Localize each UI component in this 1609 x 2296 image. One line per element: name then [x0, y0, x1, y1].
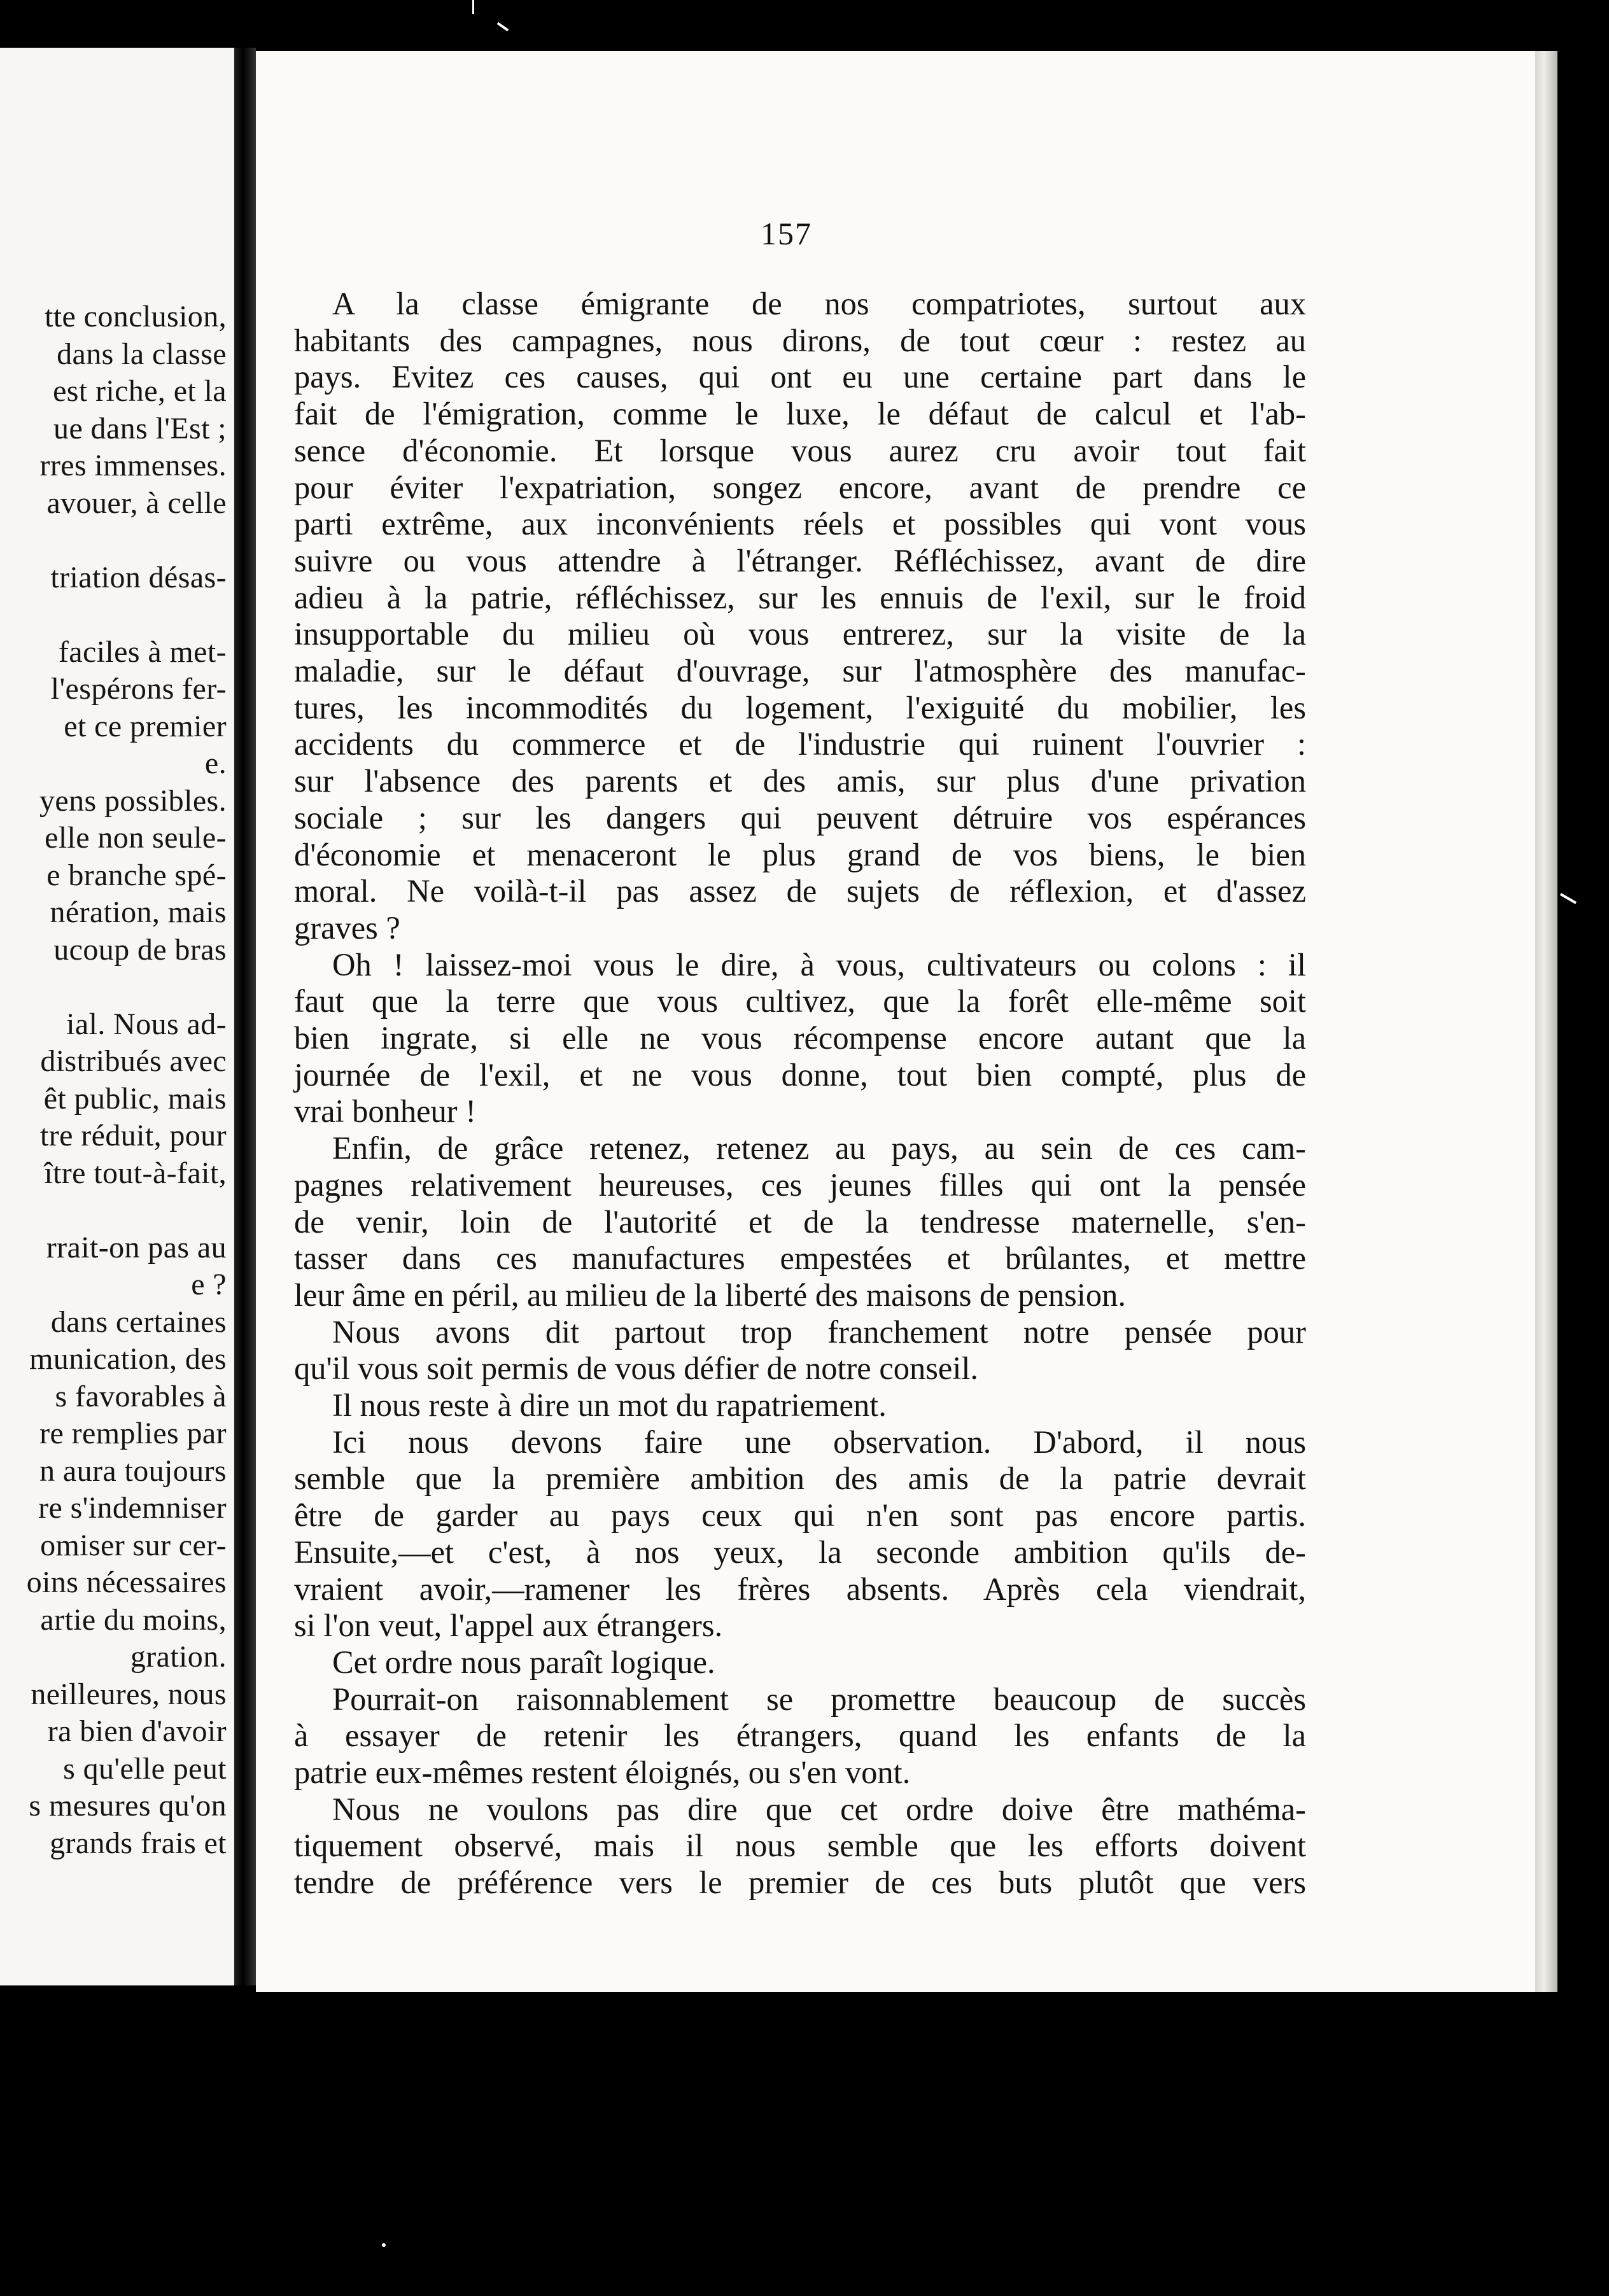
- left-page-line: omiser sur cer-: [40, 1528, 227, 1562]
- text-line: parti extrême, aux inconvénients réels et possibles qui vont vous: [294, 506, 1306, 542]
- text-line: de venir, loin de l'autorité et de la tendresse maternelle, s'en-: [294, 1203, 1306, 1240]
- left-page-line: artie du moins,: [40, 1602, 227, 1637]
- left-page-line: rrait-on pas au: [46, 1230, 227, 1264]
- text-line: sociale ; sur les dangers qui peuvent détruire vos espérances: [294, 799, 1306, 836]
- text-line: à essayer de retenir les étrangers, quand les enfants de la: [294, 1718, 1306, 1754]
- left-page-line: oins nécessaires: [26, 1565, 227, 1599]
- text-line: suivre ou vous attendre à l'étranger. Réfléchissez, avant de dire: [294, 542, 1306, 578]
- text-line: fait de l'émigration, comme le luxe, le défaut de calcul et l'ab-: [294, 396, 1306, 432]
- text-line: A la classe émigrante de nos compatriotes, surtout aux: [332, 286, 1306, 321]
- left-page-line: distribués avec: [40, 1044, 227, 1078]
- text-line: être de garder au pays ceux qui n'en sont pas encore partis.: [294, 1497, 1306, 1534]
- left-page-line: faciles à met-: [58, 634, 227, 669]
- text-line: Il nous reste à dire un mot du rapatriement.: [332, 1387, 887, 1423]
- left-page-line: ial. Nous ad-: [66, 1007, 227, 1041]
- text-line: maladie, sur le défaut d'ouvrage, sur l'atmosphère des manufac-: [294, 653, 1306, 689]
- text-line: journée de l'exil, et ne vous donne, tout bien compté, plus de: [294, 1056, 1306, 1093]
- text-line: vraient avoir,—ramener les frères absents. Après cela viendrait,: [294, 1571, 1306, 1607]
- text-line: pays. Evitez ces causes, qui ont eu une certaine part dans le: [294, 359, 1306, 395]
- text-line: bien ingrate, si elle ne vous récompense encore autant que la: [294, 1020, 1306, 1056]
- left-page-line: dans certaines: [50, 1305, 227, 1339]
- text-line: Pourrait-on raisonnablement se promettre beaucoup de succès: [332, 1681, 1306, 1717]
- left-page-line: ue dans l'Est ;: [53, 411, 227, 445]
- left-page-line: êt public, mais: [43, 1081, 227, 1116]
- text-line: sur l'absence des parents et des amis, sur plus d'une privation: [294, 763, 1306, 799]
- text-line: si l'on veut, l'appel aux étrangers.: [294, 1607, 723, 1644]
- text-line: Enfin, de grâce retenez, retenez au pays, au sein de ces cam-: [332, 1130, 1306, 1166]
- text-line: faut que la terre que vous cultivez, que la forêt elle-même soit: [294, 983, 1306, 1019]
- left-page-line: n aura toujours: [39, 1453, 227, 1488]
- text-line: graves ?: [294, 909, 400, 946]
- scan-mark: [382, 2243, 386, 2247]
- left-page-line: triation désas-: [50, 560, 227, 594]
- text-line: pagnes relativement heureuses, ces jeunes filles qui ont la pensée: [294, 1166, 1306, 1203]
- text-line: qu'il vous soit permis de vous défier de notre conseil.: [294, 1350, 978, 1387]
- left-page-line: ître tout-à-fait,: [44, 1156, 227, 1190]
- left-page-line: avouer, à celle: [46, 486, 227, 520]
- text-line: pour éviter l'expatriation, songez encore, avant de prendre ce: [294, 469, 1306, 505]
- left-page-line: l'espérons fer-: [50, 672, 227, 706]
- left-page-line: neilleures, nous: [31, 1677, 227, 1711]
- text-line: insupportable du milieu où vous entrerez, sur la visite de la: [294, 616, 1306, 652]
- left-page-line: tre réduit, pour: [40, 1119, 227, 1152]
- left-page-line: re s'indemniser: [38, 1491, 227, 1525]
- text-line: Nous ne voulons pas dire que cet ordre doive être mathéma-: [332, 1791, 1306, 1827]
- page-number: 157: [761, 216, 812, 251]
- left-page-line: rres immenses.: [39, 449, 227, 482]
- text-line: patrie eux-mêmes restent éloignés, ou s'en vont.: [294, 1754, 911, 1790]
- text-line: d'économie et menaceront le plus grand de vos biens, le bien: [294, 836, 1306, 872]
- text-line: accidents du commerce et de l'industrie qui ruinent l'ouvrier :: [294, 726, 1306, 762]
- left-page-line: tte conclusion,: [45, 300, 227, 333]
- left-page-line: s qu'elle peut: [63, 1751, 227, 1786]
- text-line: tendre de préférence vers le premier de ces buts plutôt que vers: [294, 1865, 1306, 1901]
- left-page-line: ucoup de bras: [53, 932, 227, 967]
- text-line: Ensuite,—et c'est, à nos yeux, la seconde ambition qu'ils de-: [294, 1534, 1306, 1570]
- text-line: Cet ordre nous paraît logique.: [332, 1644, 715, 1680]
- text-line: habitants des campagnes, nous dirons, de tout cœur : restez au: [294, 322, 1306, 358]
- left-page-line: e branche spé-: [46, 858, 227, 892]
- left-page-line: est riche, et la: [53, 374, 227, 408]
- left-page-line: e ?: [191, 1268, 227, 1301]
- text-line: moral. Ne voilà-t-il pas assez de sujets de réflexion, et d'assez: [294, 873, 1306, 909]
- text-line: leur âme en péril, au milieu de la liberté des maisons de pension.: [294, 1277, 1126, 1313]
- scan-mark: [472, 0, 474, 14]
- text-line: semble que la première ambition des amis de la patrie devrait: [294, 1460, 1306, 1497]
- left-page-line: grands frais et: [50, 1826, 227, 1860]
- text-line: tasser dans ces manufactures empestées et brûlantes, et mettre: [294, 1240, 1306, 1277]
- text-line: Oh ! laissez-moi vous le dire, à vous, cultivateurs ou colons : il: [332, 946, 1306, 983]
- text-line: sence d'économie. Et lorsque vous aurez cru avoir tout fait: [294, 432, 1306, 468]
- text-line: vrai bonheur !: [294, 1093, 477, 1130]
- left-page-line: ra bien d'avoir: [47, 1714, 227, 1748]
- text-line: tiquement observé, mais il nous semble que les efforts doivent: [294, 1828, 1306, 1864]
- left-page-line: dans la classe: [57, 337, 227, 371]
- left-page-line: re remplies par: [39, 1417, 227, 1450]
- left-page-line: elle non seule-: [45, 821, 227, 855]
- left-page-line: e.: [204, 746, 227, 780]
- left-page-line: et ce premier: [64, 709, 227, 743]
- text-line: Nous avons dit partout trop franchement notre pensée pour: [332, 1313, 1306, 1350]
- left-page-line: munication, des: [29, 1342, 227, 1376]
- left-page-line: s mesures qu'on: [29, 1789, 227, 1823]
- text-line: adieu à la patrie, réfléchissez, sur les ennuis de l'exil, sur le froid: [294, 579, 1306, 615]
- left-page-line: nération, mais: [50, 895, 227, 929]
- left-page-line: gration.: [130, 1640, 227, 1674]
- left-page-line: s favorables à: [55, 1379, 227, 1413]
- left-page-line: yens possibles.: [39, 783, 227, 818]
- text-line: Ici nous devons faire une observation. D'abord, il nous: [332, 1424, 1306, 1460]
- text-line: tures, les incommodités du logement, l'exiguité du mobilier, les: [294, 689, 1306, 725]
